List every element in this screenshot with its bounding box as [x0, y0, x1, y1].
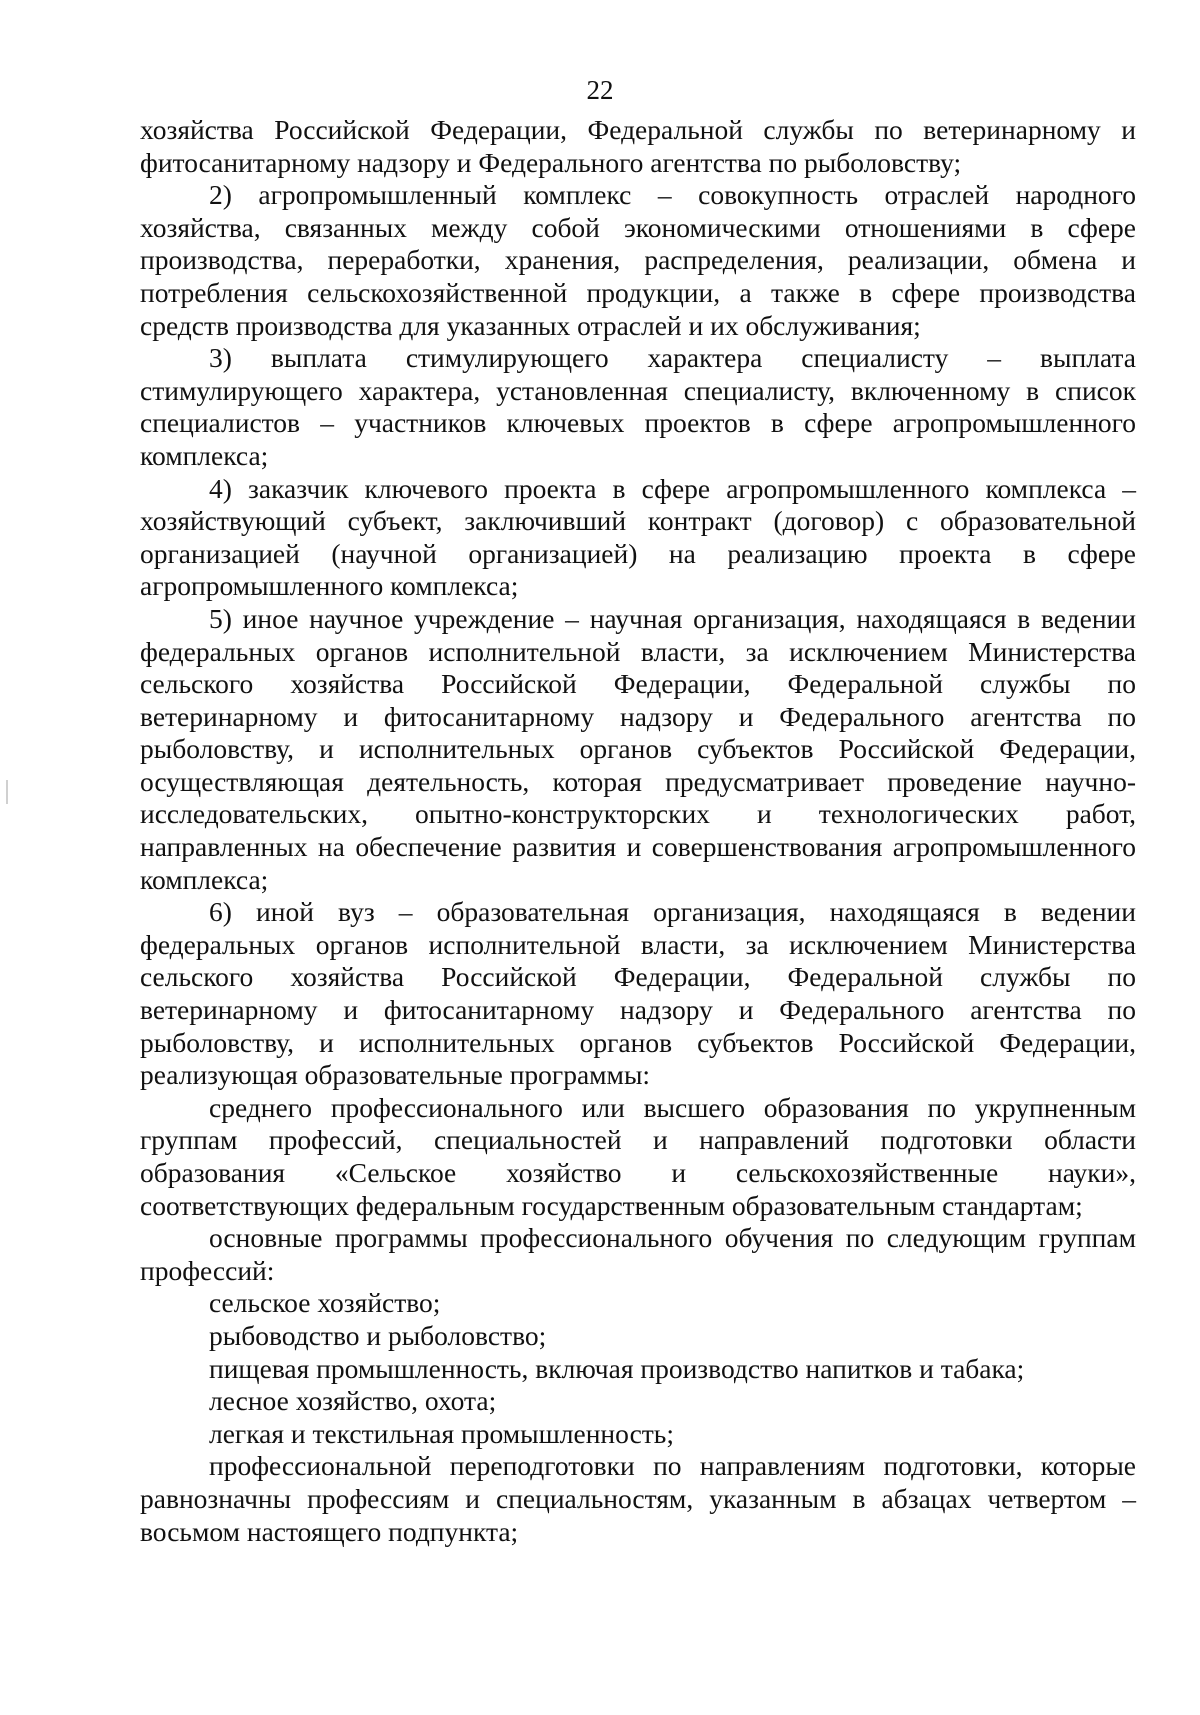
- list-item-forestry: лесное хозяйство, охота;: [209, 1385, 497, 1417]
- paragraph-item-2: 2) агропромышленный комплекс – совокупность отраслей народного хозяйства, связанных между собой экономическими отношениями в сфере производства, переработки, хранения, распределения, реализации, обмена и потребления сельскохозяйственной продукции, а также в сфере производства средств производства для указанных отраслей и их обслуживания;: [140, 179, 1136, 341]
- document-body: [140, 114, 1136, 1548]
- page-number: 22: [586, 75, 614, 105]
- paragraph-retraining: профессиональной переподготовки по направлениям подготовки, которые равнозначны профессиям и специальностям, указанным в абзацах четвертом – восьмом настоящего подпункта;: [140, 1450, 1136, 1547]
- paragraph-item-6: 6) иной вуз – образовательная организация, находящаяся в ведении федеральных органов исполнительной власти, за исключением Министерства сельского хозяйства Российской Федерации, Федеральной службы по ветеринарному и фитосанитарному надзору и Федерального агентства по рыболовству, и исполнительных органов субъектов Российской Федерации, реализующая образовательные программы:: [140, 896, 1136, 1091]
- list-item-light-industry: легкая и текстильная промышленность;: [209, 1417, 674, 1449]
- list-item-fisheries: рыбоводство и рыболовство;: [209, 1319, 547, 1351]
- paragraph-vocational-training: основные программы профессионального обучения по следующим группам профессий:: [140, 1222, 1136, 1286]
- paragraph-secondary-higher-education: среднего профессионального или высшего образования по укрупненным группам профессий, специальностей и направлений подготовки области образования «Сельское хозяйство и сельскохозяйственные науки», соответствующих федеральным государственным образовательным стандартам;: [140, 1091, 1136, 1221]
- paragraph-item-5: 5) иное научное учреждение – научная организация, находящаяся в ведении федеральных органов исполнительной власти, за исключением Министерства сельского хозяйства Российской Федерации, Федеральной службы по ветеринарному и фитосанитарному надзору и Федерального агентства по рыболовству, и исполнительных органов субъектов Российской Федерации, осуществляющая деятельность, которая предусматривает проведение научно-исследовательских, опытно-конструкторских и технологических работ, направленных на обеспечение развития и совершенствования агропромышленного комплекса;: [140, 602, 1136, 895]
- list-item-food-industry: пищевая промышленность, включая производство напитков и табака;: [209, 1352, 1025, 1384]
- paragraph-continuation: хозяйства Российской Федерации, Федеральной службы по ветеринарному и фитосанитарному надзору и Федерального агентства по рыболовству;: [140, 114, 1136, 178]
- margin-mark: [6, 780, 8, 804]
- list-item-agriculture: сельское хозяйство;: [209, 1287, 441, 1319]
- paragraph-item-3: 3) выплата стимулирующего характера специалисту – выплата стимулирующего характера, установленная специалисту, включенному в список специалистов – участников ключевых проектов в сфере агропромышленного комплекса;: [140, 342, 1136, 471]
- paragraph-item-4: 4) заказчик ключевого проекта в сфере агропромышленного комплекса – хозяйствующий субъект, заключивший контракт (договор) с образовательной организацией (научной организацией) на реализацию проекта в сфере агропромышленного комплекса;: [140, 472, 1136, 602]
